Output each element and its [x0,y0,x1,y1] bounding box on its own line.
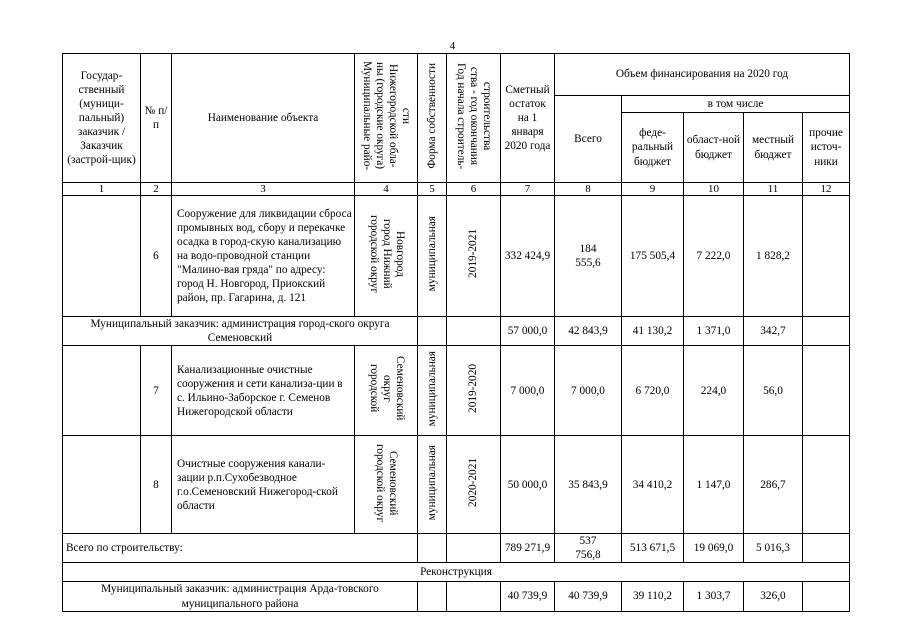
row-regional: 1 371,0 [684,317,744,346]
row-local: 286,7 [744,436,803,534]
column-index: 5 [418,183,447,196]
section-heading-row [63,563,850,582]
row-federal: 39 110,2 [622,582,684,611]
row-customer [63,196,141,317]
customer-subtotal-row [63,582,850,611]
page-number: 4 [449,40,456,52]
row-regional: 1 303,7 [684,582,744,611]
table-row [63,346,850,436]
column-index: 4 [355,183,418,196]
row-district: городской округ Семеновский [355,436,418,534]
row-ownership [418,534,447,563]
row-local: 1 828,2 [744,196,803,317]
row-object-name: Канализационные очистные сооружения и сети канализа-ции в с. Ильино-Заборское г. Семенов Нижегородской области [172,346,355,436]
column-index: 9 [622,183,684,196]
header-total: Всего [555,96,622,183]
header-local: местный бюджет [744,113,803,183]
row-regional: 19 069,0 [684,534,744,563]
header-financing: Объем финансирования на 2020 год [555,54,850,96]
column-index: 2 [141,183,172,196]
construction-total-row [63,534,850,563]
header-row-1 [63,54,850,96]
row-ownership: муниципальная [418,436,447,534]
row-other [803,582,850,611]
row-federal: 175 505,4 [622,196,684,317]
row-years [447,317,501,346]
row-other [803,346,850,436]
row-other [803,196,850,317]
column-index: 6 [447,183,501,196]
row-object-name: Сооружение для ликвидации сброса промывных вод, сбору и перекачке осадка в город-скую канализацию на водо-проводной станции "Малино-вая гряда" по адресу: город Н. Новгород, Приокский район, пр. Гагарина, д. 121 [172,196,355,317]
row-ownership: муниципальная [418,196,447,317]
column-index: 7 [501,183,555,196]
header-ownership: Форма собственности [418,54,447,183]
header-balance: Сметный остаток на 1 января 2020 года [501,54,555,183]
header-municipal-district: Муниципальные райо- ны (городские округа) Нижегородской обла- сти [355,54,418,183]
row-other [803,317,850,346]
row-balance: 7 000,0 [501,346,555,436]
header-other: прочие источ-ники [803,113,850,183]
financing-table [62,53,850,612]
row-total: 40 739,9 [555,582,622,611]
row-federal: 513 671,5 [622,534,684,563]
customer-label: Муниципальный заказчик: администрация Арда-товского муниципального района [63,582,418,611]
row-local: 5 016,3 [744,534,803,563]
row-years: 2019-2021 [447,196,501,317]
header-federal: феде-ральный бюджет [622,113,684,183]
row-local: 326,0 [744,582,803,611]
column-index: 10 [684,183,744,196]
row-total: 537 756,8 [555,534,622,563]
row-object-name: Очистные сооружения канали-зации р.п.Сухобезводное г.о.Семеновский Нижегород-ской области [172,436,355,534]
column-index: 1 [63,183,141,196]
row-total: 7 000,0 [555,346,622,436]
row-number: 8 [141,436,172,534]
row-regional: 7 222,0 [684,196,744,317]
row-local: 342,7 [744,317,803,346]
row-ownership [418,582,447,611]
header-including: в том числе [622,96,850,113]
row-balance: 57 000,0 [501,317,555,346]
header-years: Год начала строитель- ства - год окончания строительства [447,54,501,183]
row-number: 7 [141,346,172,436]
column-index: 12 [803,183,850,196]
column-index: 3 [172,183,355,196]
column-index-row [63,183,850,196]
row-regional: 224,0 [684,346,744,436]
row-local: 56,0 [744,346,803,436]
row-total: 184 555,6 [555,196,622,317]
header-object-name: Наименование объекта [172,54,355,183]
row-total: 35 843,9 [555,436,622,534]
row-district: городской округ город Нижний Новгород [355,196,418,317]
row-federal: 6 720,0 [622,346,684,436]
row-balance: 789 271,9 [501,534,555,563]
total-label: Всего по строительству: [63,534,418,563]
row-ownership [418,317,447,346]
customer-label: Муниципальный заказчик: администрация город-ского округа Семеновский [63,317,418,346]
header-number: № п/п [141,54,172,183]
customer-subtotal-row [63,317,850,346]
row-balance: 332 424,9 [501,196,555,317]
row-regional: 1 147,0 [684,436,744,534]
column-index: 8 [555,183,622,196]
section-heading: Реконструкция [63,563,850,582]
header-customer: Государ-ственный (муници-пальный) заказчик /Заказчик (застрой-щик) [63,54,141,183]
row-number: 6 [141,196,172,317]
row-balance: 50 000,0 [501,436,555,534]
row-federal: 34 410,2 [622,436,684,534]
row-years: 2019-2020 [447,346,501,436]
row-years [447,534,501,563]
row-district: городской округ Семеновский [355,346,418,436]
row-customer [63,436,141,534]
row-total: 42 843,9 [555,317,622,346]
header-regional: област-ной бюджет [684,113,744,183]
row-other [803,436,850,534]
column-index: 11 [744,183,803,196]
row-federal: 41 130,2 [622,317,684,346]
row-balance: 40 739,9 [501,582,555,611]
table-row [63,196,850,317]
row-ownership: муниципальная [418,346,447,436]
row-years [447,582,501,611]
table-row [63,436,850,534]
row-other [803,534,850,563]
row-years: 2020-2021 [447,436,501,534]
row-customer [63,346,141,436]
